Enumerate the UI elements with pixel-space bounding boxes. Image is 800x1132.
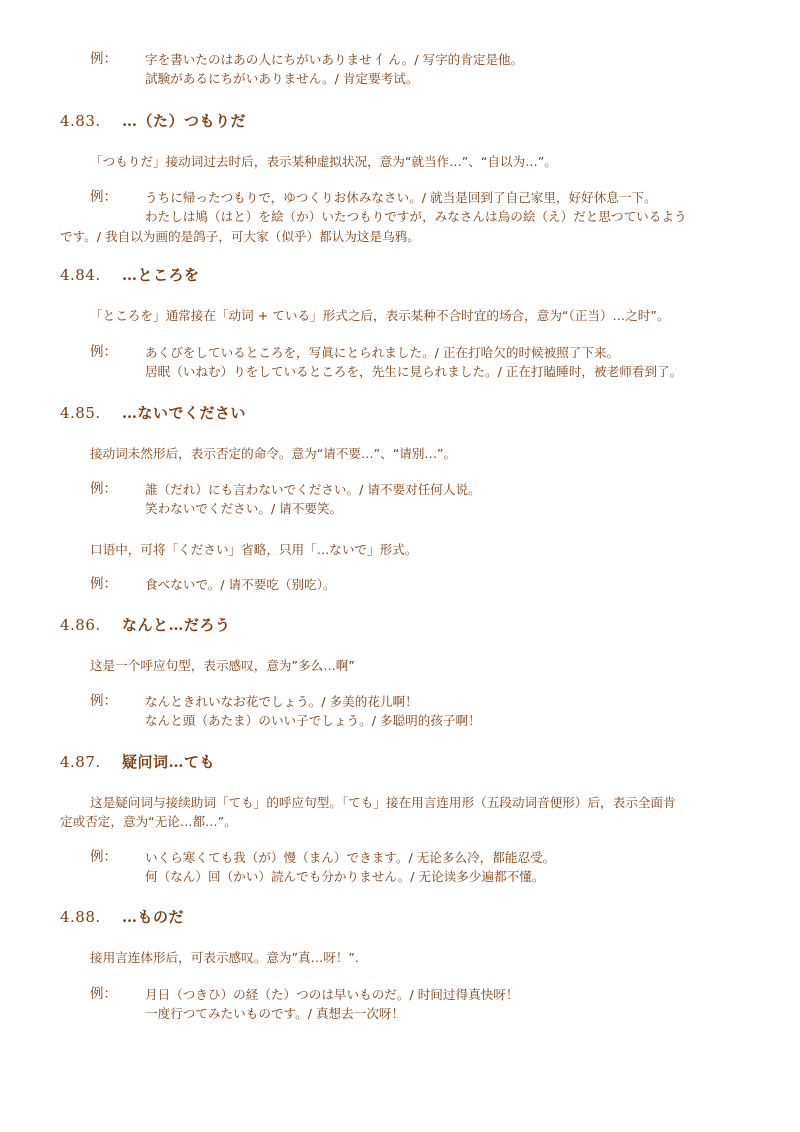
section-title: なんと…だろう [122,616,231,634]
section-heading [60,751,215,772]
section-heading [60,264,200,285]
example-sentence: 一度行つてみたいものです。/ 真想去一次呀！ [145,1006,405,1021]
example-sentence: 居眠（いねむ）りをしているところを，先生に見られました。/ 正在打瞌睡时，被老师看到了。 [145,364,683,379]
section-description: 这是疑问词与接续助词「ても」的呼应句型。「ても」接在用言连用形（五段动词音便形）后，表示全面肯 [90,795,676,810]
section-number: 4.83. [60,112,101,130]
example-sentence: 誰（だれ）にも言わないでください。/ 请不要对任何人说。 [145,482,481,497]
example-sentence: いくら寒くても我（が）慢（まん）できます。/ 无论多么冷，都能忍受。 [145,850,556,865]
section-title: …ないでください [122,404,247,422]
section-heading [60,906,184,927]
example-label: 例： [90,481,117,497]
section-description: 这是一个呼应句型，表示感叹，意为”多么…啊” [90,658,355,673]
section-description-continued: 定或否定，意为“无论…都…”。 [60,814,237,829]
section-note: 口语中，可将「ください」省略，只用「…ないで」形式。 [90,542,418,557]
example-sentence-continued: です。/ 我自以为画的是鸽子，可大家（似乎）都认为这是乌鸦。 [60,229,420,244]
example-sentence: わたしは鳩（はと）を絵（か）いたつもりですが，みなさんは烏の絵（え）だと思つているよう [145,209,687,224]
section-description: 「つもりだ」接动词过去时后，表示某种虚拟状况，意为“就当作…”、“自以为…”。 [90,154,557,169]
section-number: 4.84. [60,266,101,284]
section-title: …ところを [122,266,200,284]
section-number: 4.86. [60,616,101,634]
section-description: 接用言连体形后，可表示感叹。意为”真…呀！”. [90,950,359,965]
example-sentence: なんときれいなお花でしょう。/ 多美的花儿啊！ [145,694,418,709]
example-sentence: 試験があるにちがいありません。/ 肯定要考试。 [145,71,419,86]
example-sentence: あくびをしているところを，写眞にとられました。/ 正在打哈欠的时候被照了下来。 [145,345,620,360]
example-sentence: 字を書いたのはあの人にちがいありませ ⺅ん。/ 写字的肯定是他。 [145,52,524,67]
example-label: 例： [90,849,117,865]
example-sentence: 何（なん）回（かい）読んでも分かりません。/ 无论读多少遍都不懂。 [145,869,545,884]
example-sentence: うちに帰ったつもりで，ゆつくりお休みなさい。/ 就当是回到了自己家里，好好休息一下。 [145,190,657,205]
section-description: 接动词未然形后，表示否定的命令。意为“请不要…”、“请别…”。 [90,446,457,461]
example-sentence: 月日（つきひ）の経（た）つのは早いものだ。/ 时间过得真快呀！ [145,987,519,1002]
example-label: 例： [90,576,117,592]
example-sentence: 笑わないでください。/ 请不要笑。 [145,501,343,516]
example-sentence: なんと頭（あたま）のいい子でしょう。/ 多聪明的孩子啊！ [145,713,481,728]
section-number: 4.87. [60,753,101,771]
example-sentence: 食べないで。/ 请不要吃（别吃）。 [145,577,336,592]
example-label: 例： [90,693,117,709]
example-label: 例： [90,189,117,205]
section-number: 4.88. [60,908,101,926]
example-label: 例： [90,344,117,360]
section-heading [60,110,246,131]
section-heading [60,614,231,635]
section-number: 4.85. [60,404,101,422]
section-title: 疑问词…ても [122,753,216,771]
section-title: …ものだ [122,908,185,926]
section-heading [60,402,246,423]
example-label: 例： [90,986,117,1002]
section-title: …（た）つもりだ [122,112,247,130]
example-label: 例： [90,51,117,67]
section-description: 「ところを」通常接在「动词 + ている」形式之后，表示某种不合时宜的场合，意为“（正当）…之时”。 [90,308,670,323]
